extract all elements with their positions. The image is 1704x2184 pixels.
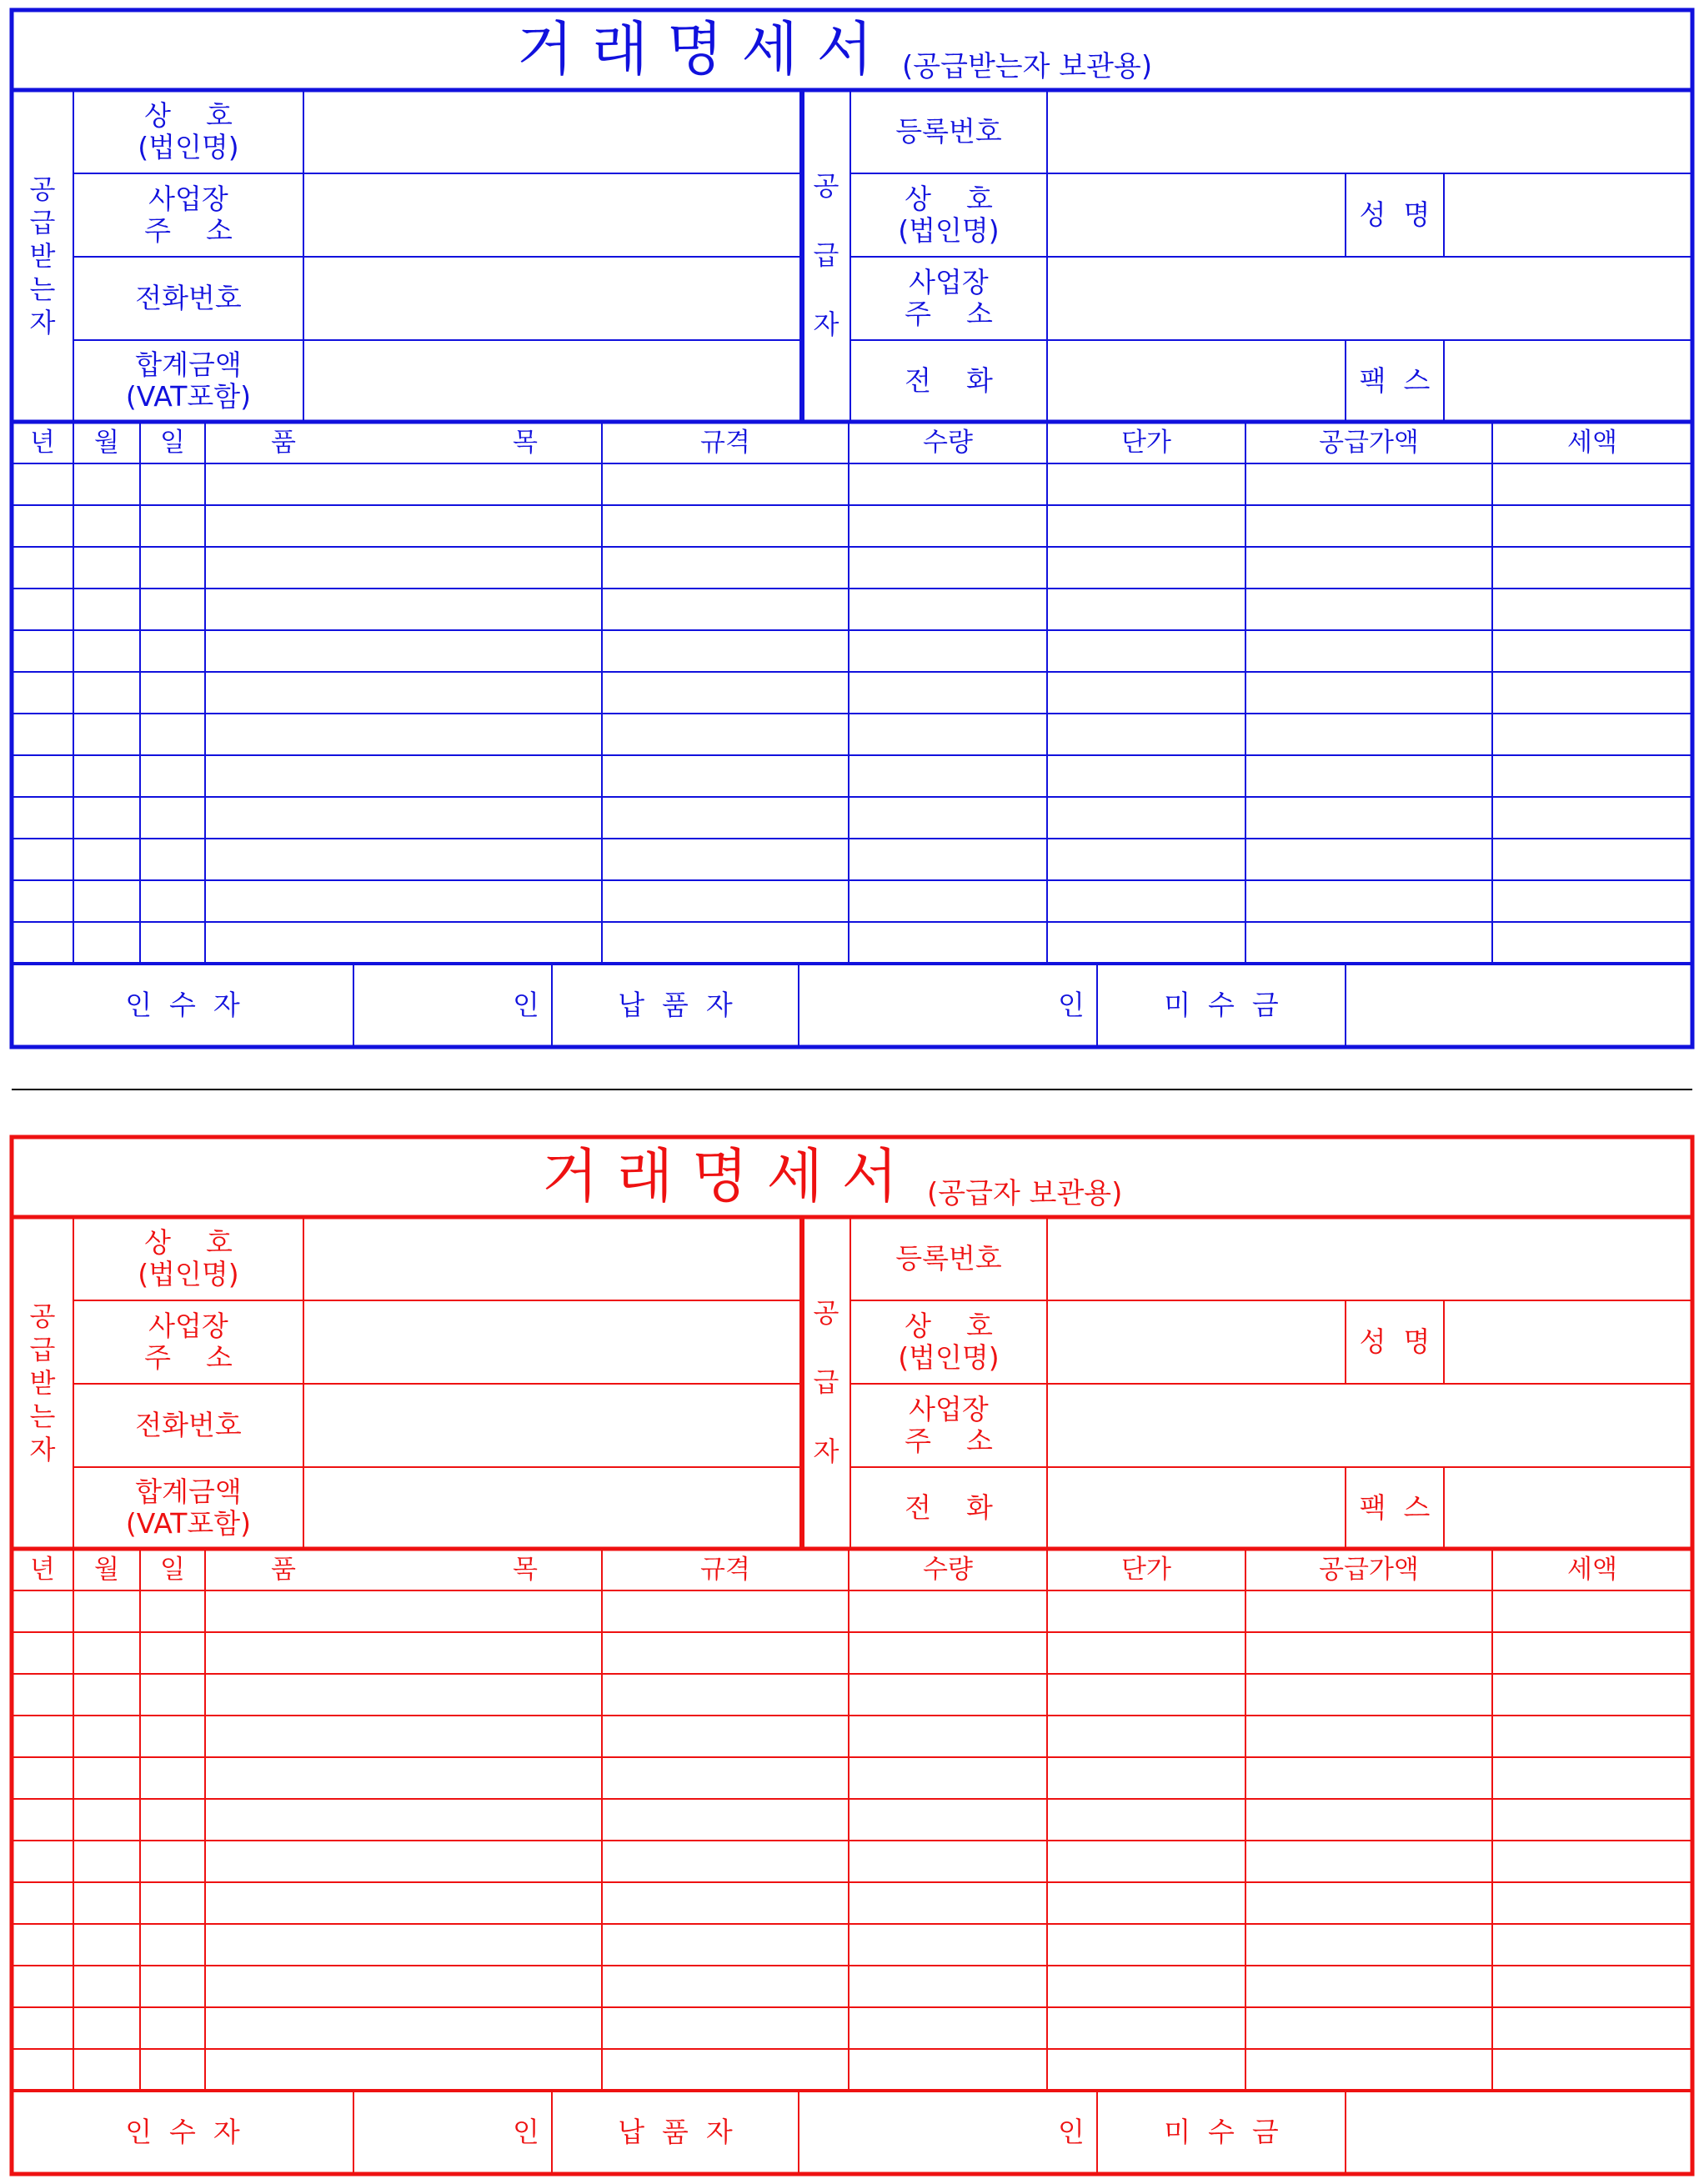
supplier-phone-label: 전 화 xyxy=(905,364,993,398)
supplier-name-label: 성 명 xyxy=(1359,198,1431,232)
col-header-spec: 규격 xyxy=(700,428,750,458)
supplier-fax-label: 팩 스 xyxy=(1359,1491,1431,1525)
supplier-name-label: 성 명 xyxy=(1359,1325,1431,1359)
form-subtitle: (공급자 보관용) xyxy=(927,1177,1123,1210)
col-header-day: 일 xyxy=(160,1555,185,1585)
receiver-total-label: 합계금액 (VAT포함) xyxy=(125,1475,252,1540)
supplier-regno-label: 등록번호 xyxy=(895,115,1002,148)
col-header-tax: 세액 xyxy=(1567,428,1617,458)
col-header-spec: 규격 xyxy=(700,1555,750,1585)
supplier-section-label: 공 급 자 xyxy=(813,1297,839,1468)
col-header-qty: 수량 xyxy=(923,1555,973,1585)
col-header-item: 목 xyxy=(513,428,538,458)
receiver-section-label: 공 급 받 는 자 xyxy=(29,173,56,338)
supplier-company-label: 상 호 (법인명) xyxy=(898,183,1000,247)
form-subtitle: (공급받는자 보관용) xyxy=(902,50,1153,83)
col-header-month: 월 xyxy=(94,1555,119,1585)
form-title: 거 래 명 세 서 xyxy=(542,1142,899,1210)
col-header-month: 월 xyxy=(94,428,119,458)
unpaid-label: 미 수 금 xyxy=(1164,989,1279,1022)
receiver-phone-label: 전화번호 xyxy=(135,1409,242,1442)
receiver-company-label: 상 호 (법인명) xyxy=(138,99,239,163)
col-header-price: 단가 xyxy=(1121,1555,1171,1585)
col-header-item: 품 xyxy=(271,1555,296,1585)
form-title: 거 래 명 세 서 xyxy=(517,15,874,83)
col-header-tax: 세액 xyxy=(1567,1555,1617,1585)
supplier-address-label: 사업장 주 소 xyxy=(905,1393,993,1457)
receiver-seal-label: 인 xyxy=(513,989,539,1022)
receiver-address-label: 사업장 주 소 xyxy=(144,183,233,247)
separator-line xyxy=(12,1089,1692,1090)
deliverer-seal-label: 인 xyxy=(1058,989,1085,1022)
col-header-supply: 공급가액 xyxy=(1319,1555,1419,1585)
invoice-form-receiver-copy xyxy=(0,0,1704,1059)
deliverer-seal-label: 인 xyxy=(1058,2116,1085,2149)
supplier-section-label: 공 급 자 xyxy=(813,170,839,341)
receiver-total-label: 합계금액 (VAT포함) xyxy=(125,348,252,413)
col-header-year: 년 xyxy=(30,428,55,458)
receiver-sign-label: 인 수 자 xyxy=(125,2116,240,2149)
receiver-sign-label: 인 수 자 xyxy=(125,989,240,1022)
supplier-address-label: 사업장 주 소 xyxy=(905,266,993,330)
receiver-phone-label: 전화번호 xyxy=(135,282,242,315)
unpaid-label: 미 수 금 xyxy=(1164,2116,1279,2149)
deliverer-sign-label: 납 품 자 xyxy=(618,2116,733,2149)
supplier-regno-label: 등록번호 xyxy=(895,1242,1002,1275)
receiver-company-label: 상 호 (법인명) xyxy=(138,1226,239,1290)
col-header-qty: 수량 xyxy=(923,428,973,458)
receiver-section-label: 공 급 받 는 자 xyxy=(29,1300,56,1465)
supplier-fax-label: 팩 스 xyxy=(1359,364,1431,398)
col-header-supply: 공급가액 xyxy=(1319,428,1419,458)
col-header-day: 일 xyxy=(160,428,185,458)
col-header-item: 품 xyxy=(271,428,296,458)
supplier-phone-label: 전 화 xyxy=(905,1491,993,1525)
col-header-year: 년 xyxy=(30,1555,55,1585)
col-header-item: 목 xyxy=(513,1555,538,1585)
supplier-company-label: 상 호 (법인명) xyxy=(898,1310,1000,1374)
deliverer-sign-label: 납 품 자 xyxy=(618,989,733,1022)
receiver-address-label: 사업장 주 소 xyxy=(144,1310,233,1374)
receiver-seal-label: 인 xyxy=(513,2116,539,2149)
invoice-form-supplier-copy xyxy=(0,1127,1704,2184)
col-header-price: 단가 xyxy=(1121,428,1171,458)
